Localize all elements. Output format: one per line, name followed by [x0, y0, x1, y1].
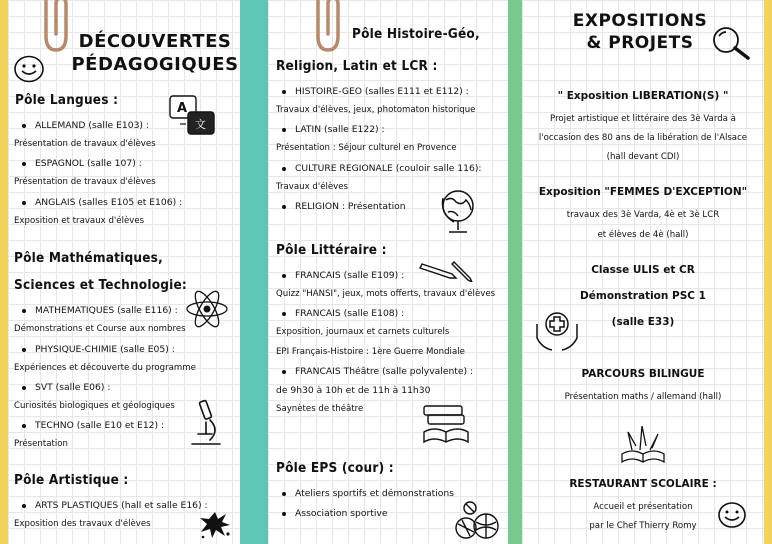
middle-color-band-2	[508, 0, 522, 544]
liberation-title: " Exposition LIBERATION(S) "	[557, 90, 729, 102]
item-desc: Exposition et travaux d'élèves	[14, 216, 145, 226]
paint-splat-icon	[198, 508, 232, 540]
list-item-francais-2	[282, 308, 404, 319]
title-line-2: & PROJETS	[586, 33, 694, 54]
item-label: FRANCAIS (salle E109) :	[295, 270, 405, 281]
list-item-latin	[282, 124, 385, 135]
list-item-maths	[22, 305, 178, 316]
paperclip-icon	[36, 0, 72, 58]
title-line-1: DÉCOUVERTES	[78, 31, 232, 52]
item-desc: Exposition des travaux d'élèves	[14, 519, 151, 529]
svg-text:文: 文	[195, 118, 206, 131]
item-label: ALLEMAND (salle E103) :	[35, 120, 150, 131]
item-label: MATHEMATIQUES (salle E116) :	[35, 305, 178, 316]
item-desc: Quizz "HANSI", jeux, mots offerts, travaux d'élèves	[276, 289, 496, 299]
item-label: FRANCAIS (salle E108) :	[295, 308, 405, 319]
item-desc: Saynètes de théâtre	[276, 404, 364, 414]
list-item-allemand	[22, 120, 149, 131]
ulis-line-3: (salle E33)	[611, 316, 675, 328]
item-label: RELIGION : Présentation	[295, 201, 406, 212]
item-desc-epi: EPI Français-Histoire : 1ère Guerre Mondiale	[276, 347, 465, 357]
ulis-line-1: Classe ULIS et CR	[591, 264, 695, 276]
theatre-time: de 9h30 à 10h et de 11h à 11h30	[276, 385, 431, 396]
paperclip-icon	[308, 0, 344, 56]
item-label: FRANCAIS Théâtre (salle polyvalente) :	[295, 366, 474, 377]
heading-pole-maths: Pôle Mathématiques,	[14, 250, 163, 266]
sports-balls-icon	[454, 500, 502, 542]
microscope-icon	[188, 398, 224, 450]
panel-title	[70, 30, 240, 77]
title-line-1: EXPOSITIONS	[572, 11, 708, 31]
item-label: LATIN (salle E122) :	[295, 124, 385, 135]
femmes-title: Exposition "FEMMES D'EXCEPTION"	[538, 186, 748, 198]
list-item-anglais	[22, 197, 182, 208]
item-label: ESPAGNOL (salle 107) :	[35, 158, 142, 169]
item-label: SVT (salle E06) :	[35, 382, 111, 393]
heading-pole-litteraire: Pôle Littéraire :	[276, 242, 387, 258]
liberation-line-1: Projet artistique et littéraire des 3è Varda à	[550, 114, 736, 124]
restaurant-title: RESTAURANT SCOLAIRE :	[569, 478, 717, 490]
list-item-culture	[282, 163, 482, 174]
middle-color-band	[240, 0, 268, 544]
heading-pole-histoire: Pôle Histoire-Géo,	[352, 26, 480, 42]
list-item-physique	[22, 344, 175, 355]
item-label: ANGLAIS (salles E105 et E106) :	[35, 197, 183, 208]
item-desc: Travaux d'élèves	[276, 182, 349, 192]
heading-pole-eps: Pôle EPS (cour) :	[276, 460, 394, 476]
femmes-line-1: travaux des 3è Varda, 4è et 3è LCR	[566, 210, 720, 220]
restaurant-line-2: par le Chef Thierry Romy	[589, 521, 697, 531]
item-desc: Présentation de travaux d'élèves	[14, 139, 156, 149]
svg-text:A: A	[177, 101, 188, 116]
ulis-line-2: Démonstration PSC 1	[580, 290, 706, 302]
magnifier-icon	[710, 24, 754, 62]
title-line-2: PÉDAGOGIQUES	[71, 54, 239, 76]
heading-pole-artistique: Pôle Artistique :	[14, 472, 129, 488]
item-label: HISTOIRE-GEO (salles E111 et E112) :	[295, 86, 469, 97]
panel-decouvertes	[8, 0, 240, 544]
right-color-band	[764, 0, 772, 544]
list-item-espagnol	[22, 158, 142, 169]
item-desc: Démonstrations et Course aux nombres	[14, 324, 186, 334]
healthcare-hands-icon	[534, 308, 580, 352]
heading-pole-langues: Pôle Langues :	[15, 92, 119, 108]
list-item-religion	[282, 201, 406, 212]
pencils-icon	[418, 258, 478, 282]
item-desc: Présentation de travaux d'élèves	[14, 177, 156, 187]
femmes-line-2: et élèves de 4è (hall)	[597, 230, 689, 240]
item-label: CULTURE REGIONALE (couloir salle 116):	[295, 163, 482, 174]
heading-pole-sciences: Sciences et Technologie:	[14, 277, 187, 293]
list-item-francais-1	[282, 270, 404, 281]
list-item-association	[282, 508, 388, 519]
item-label: Ateliers sportifs et démonstrations	[295, 488, 454, 499]
item-desc: Exposition, journaux et carnets culturels	[276, 327, 450, 337]
item-desc: Présentation : Séjour culturel en Provence	[276, 143, 457, 153]
panel-title	[570, 10, 710, 54]
heading-pole-religion: Religion, Latin et LCR :	[276, 58, 438, 74]
panel-expositions	[522, 0, 764, 544]
smiley-icon	[716, 500, 748, 530]
item-label: Association sportive	[295, 508, 388, 519]
bilingue-title: PARCOURS BILINGUE	[581, 368, 705, 380]
item-label: TECHNO (salle E10 et E12) :	[35, 420, 165, 431]
left-color-band	[0, 0, 8, 544]
restaurant-line-1: Accueil et présentation	[593, 502, 693, 512]
list-item-ateliers	[282, 488, 454, 499]
list-item-histoire-geo	[282, 86, 469, 97]
item-desc: Présentation	[14, 439, 68, 449]
list-item-arts	[22, 500, 208, 511]
item-desc: Expériences et découverte du programme	[14, 363, 196, 373]
list-item-theatre	[282, 366, 473, 377]
liberation-line-2: l'occasion des 80 ans de la libération de l'Alsace	[538, 133, 748, 143]
atom-icon	[184, 286, 230, 332]
panel-poles	[268, 0, 508, 544]
item-desc: Curiosités biologiques et géologiques	[14, 401, 175, 411]
smiley-icon	[12, 54, 46, 84]
list-item-svt	[22, 382, 110, 393]
item-label: PHYSIQUE-CHIMIE (salle E05) :	[35, 344, 175, 355]
item-label: ARTS PLASTIQUES (hall et salle E16) :	[35, 500, 208, 511]
bilingue-line-1: Présentation maths / allemand (hall)	[564, 392, 722, 402]
list-item-techno	[22, 420, 164, 431]
open-book-icon	[618, 420, 668, 466]
translate-icon	[168, 94, 218, 140]
item-desc: Travaux d'élèves, jeux, photomaton historique	[276, 105, 476, 115]
liberation-line-3: (hall devant CDI)	[606, 152, 680, 162]
globe-icon	[438, 184, 478, 240]
books-icon	[420, 402, 472, 446]
